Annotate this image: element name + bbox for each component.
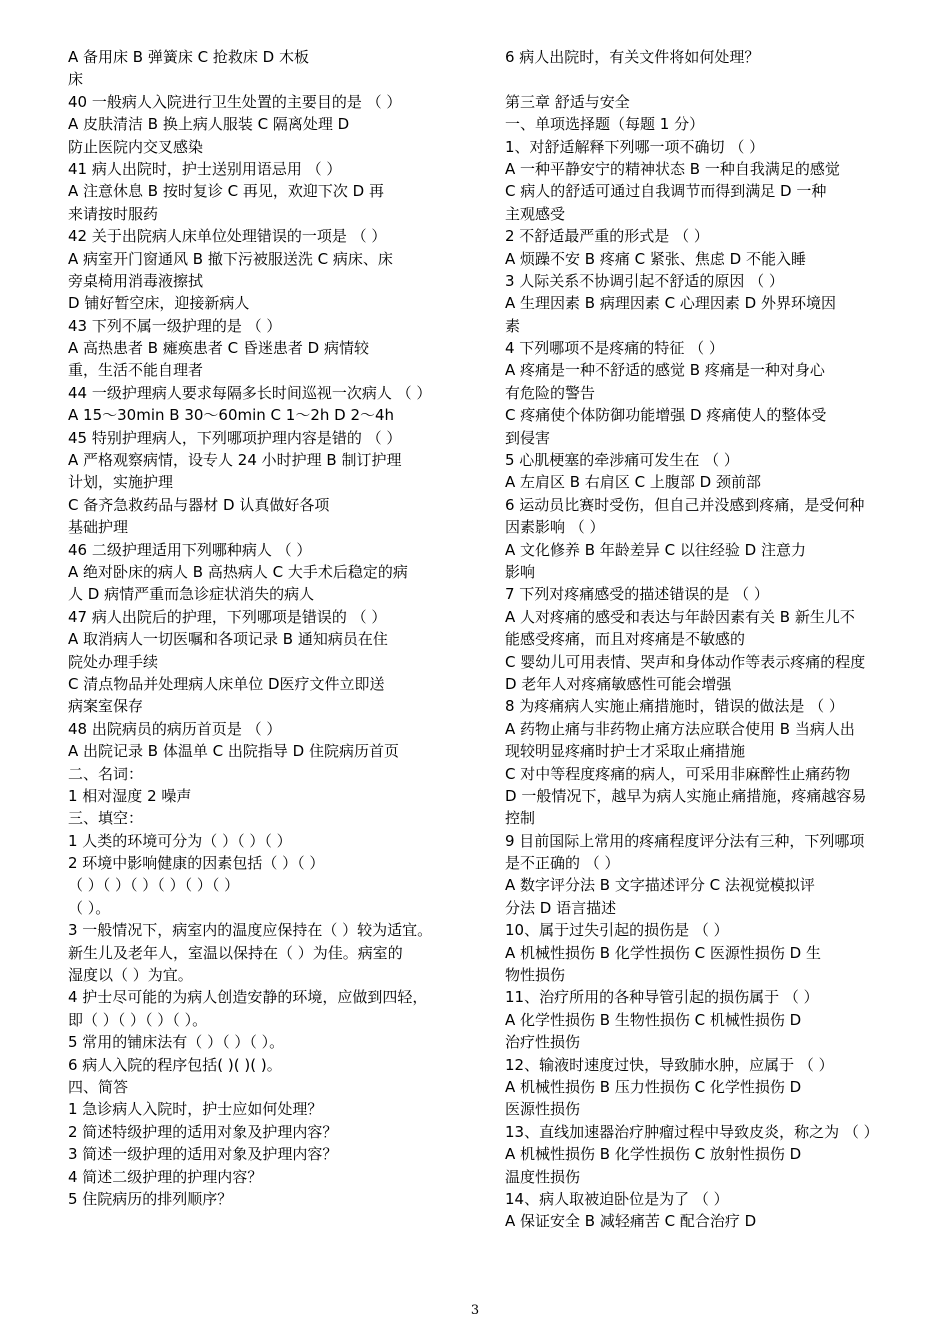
text-line: A 数字评分法 B 文字描述评分 C 法视觉模拟评	[505, 876, 815, 895]
text-line: 7 下列对疼痛感受的描述错误的是 （ ）	[505, 585, 769, 604]
text-line: A 绝对卧床的病人 B 高热病人 C 大手术后稳定的病	[68, 562, 408, 581]
text-line: 12、输液时速度过快，导致肺水肿，应属于 （ ）	[505, 1055, 834, 1074]
text-line: 即（ ）（ ）（ ）（ ）。	[68, 1010, 208, 1029]
text-line: 防止医院内交叉感染	[68, 137, 204, 156]
text-line: 病案室保存	[68, 697, 144, 716]
text-line: 一、单项选择题（每题 1 分）	[505, 115, 705, 134]
text-line: 40 一般病人入院进行卫生处置的主要目的是 （ ）	[68, 92, 402, 111]
text-line: 2 简述特级护理的适用对象及护理内容？	[68, 1122, 338, 1141]
text-line: 三、填空：	[68, 809, 144, 828]
text-line: 第三章 舒适与安全	[505, 92, 630, 111]
page-number: 3	[470, 1303, 480, 1318]
text-line: A 药物止痛与非药物止痛方法应联合使用 B 当病人出	[505, 719, 855, 738]
text-line: 3 人际关系不协调引起不舒适的原因 （ ）	[505, 271, 784, 290]
text-line: C 清点物品并处理病人床单位 D医疗文件立即送	[68, 674, 385, 693]
text-line: 人 D 病情严重而急诊症状消失的病人	[68, 585, 315, 604]
text-line: A 文化修养 B 年龄差异 C 以往经验 D 注意力	[505, 540, 806, 559]
text-line: A 疼痛是一种不舒适的感觉 B 疼痛是一种对身心	[505, 361, 825, 380]
text-line: 控制	[505, 809, 536, 828]
text-line: D 一般情况下，越早为病人实施止痛措施，疼痛越容易	[505, 786, 867, 805]
text-line: 来请按时服药	[68, 204, 159, 223]
text-line: 新生儿及老年人，室温以保持在（ ）为佳。病室的	[68, 943, 403, 962]
text-line: 2 环境中影响健康的因素包括（ ）（ ）	[68, 854, 325, 873]
text-line: C 备齐急救药品与器材 D 认真做好各项	[68, 495, 330, 514]
text-line: 1 相对湿度 2 噪声	[68, 786, 192, 805]
text-line: 旁桌椅用消毒液擦拭	[68, 271, 204, 290]
text-line: D 老年人对疼痛敏感性可能会增强	[505, 674, 732, 693]
text-line: C 婴幼儿可用表情、哭声和身体动作等表示疼痛的程度	[505, 652, 866, 671]
text-line: A 15～30min B 30～60min C 1～2h D 2～4h	[68, 406, 395, 425]
text-line: A 化学性损伤 B 生物性损伤 C 机械性损伤 D	[505, 1010, 802, 1029]
text-line: 6 病人入院的程序包括( )( )( )。	[68, 1055, 282, 1074]
text-line: 计划，实施护理	[68, 473, 174, 492]
text-line: 医源性损伤	[505, 1100, 581, 1119]
text-line: 4 下列哪项不是疼痛的特征 （ ）	[505, 339, 724, 358]
text-line: 能感受疼痛，而且对疼痛是不敏感的	[505, 630, 746, 649]
text-line: A 生理因素 B 病理因素 C 心理因素 D 外界环境因	[505, 294, 836, 313]
text-line: C 病人的舒适可通过自我调节而得到满足 D 一种	[505, 182, 827, 201]
text-line: 47 病人出院后的护理，下列哪项是错误的 （ ）	[68, 607, 387, 626]
text-line: 11、治疗所用的各种导管引起的损伤属于 （ ）	[505, 988, 819, 1007]
text-line: 3 一般情况下，病室内的温度应保持在（ ）较为适宜。	[68, 921, 433, 940]
text-line: 重，生活不能自理者	[68, 361, 204, 380]
text-line: （ ）。	[68, 898, 111, 917]
text-line: 9 目前国际上常用的疼痛程度评分法有三种，下列哪项	[505, 831, 865, 850]
text-line: 是不正确的 （ ）	[505, 854, 620, 873]
text-line: A 机械性损伤 B 压力性损伤 C 化学性损伤 D	[505, 1077, 802, 1096]
text-line: 45 特别护理病人，下列哪项护理内容是错的 （ ）	[68, 428, 402, 447]
text-line: 41 病人出院时，护士送别用语忌用 （ ）	[68, 159, 342, 178]
text-line: 6 运动员比赛时受伤，但自己并没感到疼痛，是受何种	[505, 495, 865, 514]
text-line: 四、简答	[68, 1077, 129, 1096]
text-line: 影响	[505, 562, 536, 581]
right-text-column	[505, 46, 907, 1233]
text-line: A 保证安全 B 减轻痛苦 C 配合治疗 D	[505, 1212, 757, 1231]
text-line: A 烦躁不安 B 疼痛 C 紧张、焦虑 D 不能入睡	[505, 249, 806, 268]
text-line: A 高热患者 B 瘫痪患者 C 昏迷患者 D 病情较	[68, 339, 369, 358]
text-line: 现较明显疼痛时护士才采取止痛措施	[505, 742, 746, 761]
text-line: 48 出院病员的病历首页是 （ ）	[68, 719, 282, 738]
text-line: 温度性损伤	[505, 1167, 581, 1186]
text-line: 治疗性损伤	[505, 1033, 581, 1052]
text-line: D 铺好暂空床，迎接新病人	[68, 294, 250, 313]
text-line: 42 关于出院病人床单位处理错误的一项是 （ ）	[68, 227, 387, 246]
text-line: 床	[68, 70, 84, 89]
text-line: 4 护士尽可能的为病人创造安静的环境，应做到四轻，	[68, 988, 428, 1007]
text-line: 5 心肌梗塞的牵涉痛可发生在 （ ）	[505, 451, 739, 470]
text-line: 二、名词：	[68, 764, 144, 783]
text-line: 素	[505, 316, 521, 335]
text-line: 44 一级护理病人要求每隔多长时间巡视一次病人 （ ）	[68, 383, 432, 402]
text-line: A 左肩区 B 右肩区 C 上腹部 D 颈前部	[505, 473, 761, 492]
text-line: 院处办理手续	[68, 652, 159, 671]
text-line: C 对中等程度疼痛的病人，可采用非麻醉性止痛药物	[505, 764, 851, 783]
text-line: 2 不舒适最严重的形式是 （ ）	[505, 227, 709, 246]
text-line: 10、属于过失引起的损伤是 （ ）	[505, 921, 729, 940]
text-line: C 疼痛使个体防御功能增强 D 疼痛使人的整体受	[505, 406, 827, 425]
text-line: 分法 D 语言描述	[505, 898, 617, 917]
text-line: A 一种平静安宁的精神状态 B 一种自我满足的感觉	[505, 159, 840, 178]
text-line: 5 常用的铺床法有（ ）（ ）（ ）。	[68, 1033, 285, 1052]
text-line: 8 为疼痛病人实施止痛措施时，错误的做法是 （ ）	[505, 697, 844, 716]
text-line: A 取消病人一切医嘱和各项记录 B 通知病员在住	[68, 630, 388, 649]
text-line: 有危险的警告	[505, 383, 596, 402]
text-line: 物性损伤	[505, 966, 566, 985]
text-line: 3 简述一级护理的适用对象及护理内容？	[68, 1145, 338, 1164]
text-line: 1 人类的环境可分为（ ）（ ）（ ）	[68, 831, 292, 850]
text-line: 14、病人取被迫卧位是为了 （ ）	[505, 1189, 729, 1208]
text-line: A 人对疼痛的感受和表达与年龄因素有关 B 新生儿不	[505, 607, 855, 626]
text-line: A 机械性损伤 B 化学性损伤 C 放射性损伤 D	[505, 1145, 802, 1164]
text-line: 1、对舒适解释下列哪一项不确切 （ ）	[505, 137, 765, 156]
text-line: 43 下列不属一级护理的是 （ ）	[68, 316, 282, 335]
text-line: 主观感受	[505, 204, 566, 223]
text-line: 1 急诊病人入院时，护士应如何处理？	[68, 1100, 323, 1119]
text-line: 基础护理	[68, 518, 129, 537]
text-line: 13、直线加速器治疗肿瘤过程中导致皮炎，称之为 （ ）	[505, 1122, 879, 1141]
text-line: 湿度以（ ）为宜。	[68, 966, 193, 985]
left-text-column	[68, 46, 472, 1210]
text-line: 5 住院病历的排列顺序？	[68, 1189, 233, 1208]
text-line: （ ）（ ）（ ）（ ）（ ）（ ）	[68, 876, 240, 895]
text-line: A 严格观察病情，设专人 24 小时护理 B 制订护理	[68, 451, 402, 470]
text-line: 因素影响 （ ）	[505, 518, 605, 537]
text-line: A 病室开门窗通风 B 撤下污被服送洗 C 病床、床	[68, 249, 393, 268]
text-line: A 备用床 B 弹簧床 C 抢救床 D 木板	[68, 48, 309, 66]
text-line: 46 二级护理适用下列哪种病人 （ ）	[68, 540, 312, 559]
text-line: 4 简述二级护理的护理内容？	[68, 1167, 263, 1186]
text-line: A 机械性损伤 B 化学性损伤 C 医源性损伤 D 生	[505, 943, 821, 962]
text-line: A 皮肤清洁 B 换上病人服装 C 隔离处理 D	[68, 115, 350, 134]
text-line: 到侵害	[505, 428, 551, 447]
text-line	[505, 68, 907, 90]
text-line: A 注意休息 B 按时复诊 C 再见，欢迎下次 D 再	[68, 182, 384, 201]
text-line: A 出院记录 B 体温单 C 出院指导 D 住院病历首页	[68, 742, 399, 761]
text-line: 6 病人出院时，有关文件将如何处理？	[505, 48, 760, 66]
